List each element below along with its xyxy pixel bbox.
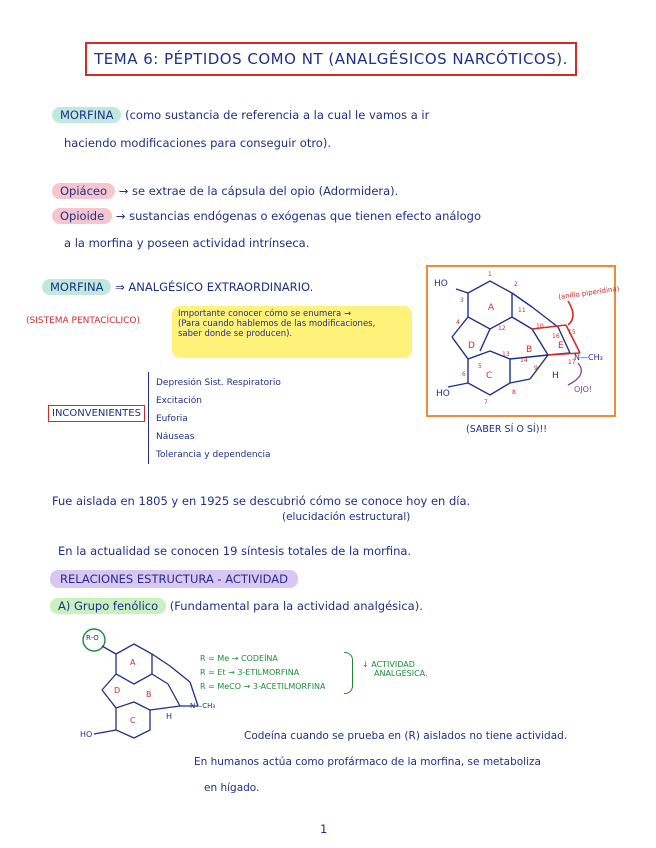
inconvenientes-label: INCONVENIENTES	[48, 405, 145, 422]
num-2: 2	[514, 281, 518, 288]
opioide-tag: Opioide	[52, 208, 112, 224]
num-6: 6	[462, 371, 466, 378]
ring2-d-label: D	[114, 686, 121, 695]
substituent-r: R = Et	[200, 668, 226, 677]
sistema-pentaciclico: (SISTEMA PENTACÍCLICO)	[26, 316, 140, 326]
yellow-note	[172, 306, 412, 358]
yellow-note-line2: (Para cuando hablemos de las modificaciones,	[178, 319, 376, 329]
opiaceo-tag: Opiáceo	[52, 183, 115, 199]
ho-bottom-label: HO	[436, 389, 450, 399]
opioide-line1	[52, 209, 481, 223]
inconv-item: Tolerancia y dependencia	[156, 450, 271, 460]
substituent-name: → 3-ETILMORFINA	[228, 668, 300, 677]
n-ch3-label: N—CH₃	[574, 353, 603, 362]
num-17: 17	[568, 359, 576, 366]
morfina-tag-2: MORFINA	[42, 279, 111, 295]
ring-b-label: B	[526, 345, 533, 355]
ojo-label: OJO!	[574, 385, 593, 394]
analgesico-text: ⇒ ANALGÉSICO EXTRAORDINARIO.	[115, 280, 314, 294]
num-11: 11	[518, 307, 526, 314]
morphine-structure-box	[426, 265, 620, 417]
substituent-name: → 3-ACETILMORFINA	[243, 682, 326, 691]
substituent-row	[200, 666, 326, 680]
morfina-def-line1	[52, 108, 429, 122]
inconv-item: Náuseas	[156, 432, 195, 442]
substituent-row	[200, 652, 326, 666]
num-15: 15	[568, 329, 576, 336]
num-12: 12	[498, 325, 506, 332]
inconvenientes-list	[156, 374, 281, 464]
num-16: 16	[552, 333, 560, 340]
morfina-analgesico-line	[42, 280, 313, 294]
ro-label: R-O	[86, 634, 99, 642]
grupo-text: (Fundamental para la actividad analgésica).	[169, 599, 423, 613]
substituent-row	[200, 680, 326, 694]
ring-d-label: D	[468, 341, 475, 351]
morphine-structure-2	[80, 626, 220, 750]
inconvenientes-bracket	[148, 372, 149, 464]
codeina-line1: Codeína cuando se prueba en (R) aislados no tiene actividad.	[244, 730, 568, 742]
ring2-c-label: C	[130, 716, 136, 725]
relaciones-heading: RELACIONES ESTRUCTURA - ACTIVIDAD	[50, 570, 298, 588]
codeina-line3: en hígado.	[204, 782, 260, 794]
ring-e-label: E	[558, 341, 564, 351]
num-3: 3	[460, 297, 464, 304]
ho2-label: HO	[80, 730, 93, 739]
yellow-note-line1: Importante conocer cómo se enumera →	[178, 309, 352, 319]
num-8: 8	[512, 389, 516, 396]
substituent-r: R = MeCO	[200, 682, 242, 691]
num-5: 5	[478, 363, 482, 370]
aislada-line2: (elucidación estructural)	[282, 511, 411, 523]
n2-label: N—CH₃	[190, 702, 216, 710]
page-number: 1	[320, 822, 328, 836]
inconv-item: Depresión Sist. Respiratorio	[156, 378, 281, 388]
ho-top-label: HO	[434, 279, 448, 289]
opioide-line2: a la morfina y poseen actividad intrínseca.	[64, 236, 310, 250]
substituent-r: R = Me	[200, 654, 230, 663]
h2-label: H	[166, 712, 173, 721]
morfina-def-line2: haciendo modificaciones para conseguir otro).	[64, 136, 331, 150]
num-14: 14	[520, 357, 528, 364]
h-label: H	[552, 371, 559, 381]
morfina-tag: MORFINA	[52, 107, 121, 123]
ring2-a-label: A	[130, 658, 136, 667]
aislada-line1: Fue aislada en 1805 y en 1925 se descubrió cómo se conoce hoy en día.	[52, 494, 471, 508]
anillo-annotation: (anillo piperidina)	[557, 284, 620, 302]
sintesis-line: En la actualidad se conocen 19 síntesis totales de la morfina.	[58, 544, 412, 558]
morfina-def-text1: (como sustancia de referencia a la cual le vamos a ir	[125, 108, 430, 122]
substituent-brace	[344, 652, 353, 694]
inconv-item: Excitación	[156, 396, 203, 406]
ring-c-label: C	[486, 371, 493, 381]
num-7: 7	[484, 399, 488, 406]
num-10: 10	[536, 323, 544, 330]
grupo-fenolico-line	[50, 599, 423, 613]
saber-caption: (SABER SÍ O SÍ)!!	[466, 424, 548, 435]
grupo-tag: A) Grupo fenólico	[50, 598, 166, 614]
ring-a-label: A	[488, 303, 495, 313]
inconv-item: Euforia	[156, 414, 188, 424]
codeina-line2: En humanos actúa como profármaco de la morfina, se metaboliza	[194, 756, 541, 768]
opiaceo-text: → se extrae de la cápsula del opio (Adormidera).	[118, 184, 399, 198]
num-9: 9	[534, 365, 538, 372]
morphine-structure-2-svg	[80, 626, 220, 750]
num-4: 4	[456, 319, 460, 326]
num-13: 13	[502, 351, 510, 358]
actividad-line1: ↓ ACTIVIDAD	[362, 660, 415, 669]
num-1: 1	[488, 271, 492, 278]
yellow-note-line3: saber donde se producen).	[178, 329, 293, 339]
actividad-line2: ANALGÉSICA.	[374, 669, 428, 678]
opiaceo-line	[52, 184, 398, 198]
substituent-list	[200, 652, 326, 694]
ring2-b-label: B	[146, 690, 152, 699]
actividad-note	[362, 660, 428, 678]
page-title: TEMA 6: PÉPTIDOS COMO NT (ANALGÉSICOS NARCÓTICOS).	[85, 42, 577, 76]
opioide-text1: → sustancias endógenas o exógenas que tienen efecto análogo	[115, 209, 481, 223]
substituent-name: → CODEÍNA	[231, 654, 278, 663]
